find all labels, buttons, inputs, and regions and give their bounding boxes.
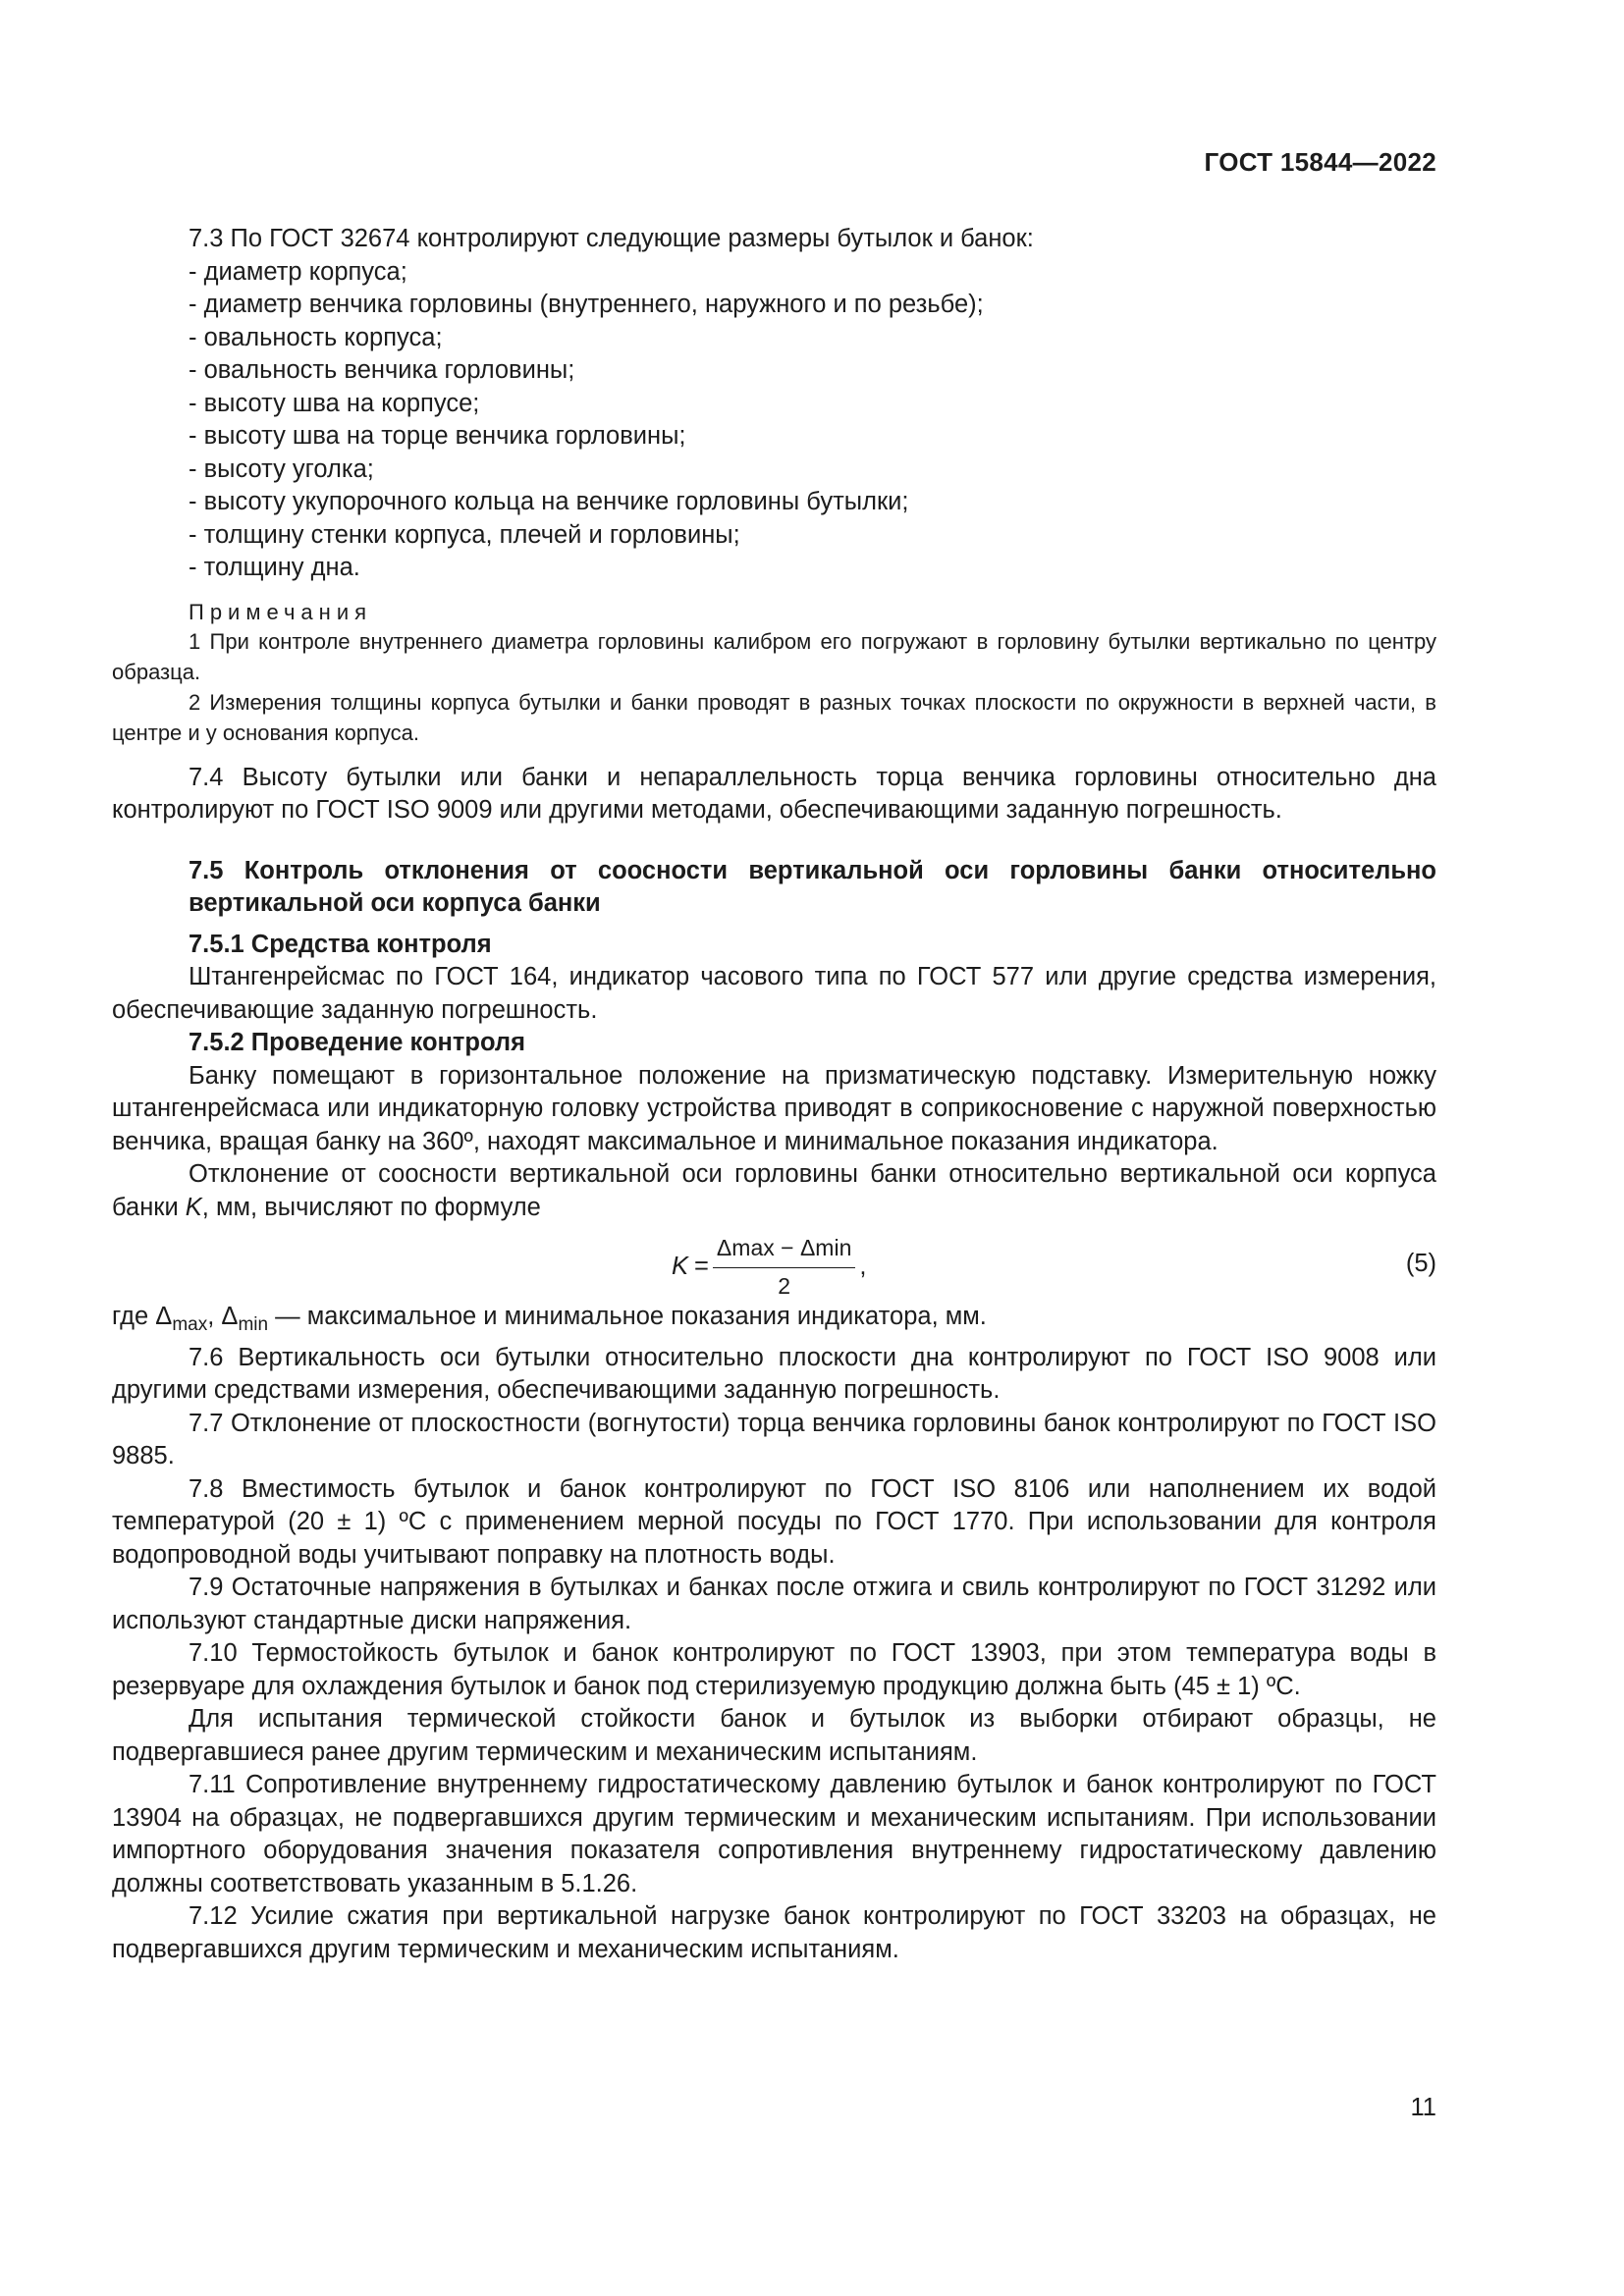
section-7-11: 7.11 Сопротивление внутреннему гидростатическому давлению бутылок и банок контролируют по ГОСТ 13904 на образцах, не подвергавшихся другим термическим и механическим испытаниям. При использовании импортного оборудования значения показателя сопротивления внутреннему гидростатическому давлению должны соответствовать указанным в 5.1.26.: [112, 1771, 1436, 1897]
list-item: - высоту уголка;: [189, 454, 374, 483]
document-header: ГОСТ 15844—2022: [1204, 147, 1436, 177]
section-7-4: 7.4 Высоту бутылки или банки и непараллельность торца венчика горловины относительно дна контролируют по ГОСТ ISO 9009 или другими методами, обеспечивающими заданную погрешность.: [112, 763, 1436, 824]
section-7-9: 7.9 Остаточные напряжения в бутылках и банках после отжига и свиль контролируют по ГОСТ 31292 или используют стандартные диски напряжения.: [112, 1574, 1436, 1634]
section-7-8: 7.8 Вместимость бутылок и банок контролируют по ГОСТ ISO 8106 или наполнением их водой температурой (20 ± 1) ºС с применением мерной посуды по ГОСТ 1770. При использовании для контроля водопроводной воды учитывают поправку на плотность воды.: [112, 1474, 1436, 1569]
list-item: - толщину стенки корпуса, плечей и горловины;: [189, 520, 740, 549]
formula-explanation: где $\Delta_{max}$, $\Delta_{min}$ — максимальное и минимальное показания индикатора, мм.: [112, 1303, 987, 1336]
formula-lhs: K: [672, 1253, 689, 1281]
list-item: - толщину дна.: [189, 554, 360, 581]
section-7-12: 7.12 Усилие сжатия при вертикальной нагрузке банок контролируют по ГОСТ 33203 на образцах, не подвергавшихся другим термическим и механическим испытаниям.: [112, 1902, 1436, 1963]
formula-comma: ,: [859, 1253, 867, 1281]
formula-denominator: 2: [778, 1272, 791, 1299]
note-2: 2 Измерения толщины корпуса бутылки и банки проводят в разных точках плоскости по окружности в верхней части, в центре и у основания корпуса.: [112, 689, 1436, 745]
list-item: - высоту шва на торце венчика горловины;: [189, 422, 686, 450]
list-item: - диаметр венчика горловины (внутреннего, наружного и по резьбе);: [189, 291, 984, 318]
section-7-10: 7.10 Термостойкость бутылок и банок контролируют по ГОСТ 13903, при этом температура воды в резервуаре для охлаждения бутылок и банок под стерилизуемую продукцию должна быть (45 ± 1) ºС.: [112, 1639, 1436, 1700]
section-7-5-2-para-2: Отклонение от соосности вертикальной оси горловины банки относительно вертикальной оси корпуса банки K, мм, вычисляют по формуле: [112, 1160, 1436, 1221]
size-list: [112, 256, 1436, 585]
list-item: - высоту шва на корпусе;: [189, 389, 480, 417]
section-7-3-intro: 7.3 По ГОСТ 32674 контролируют следующие размеры бутылок и банок:: [189, 225, 1034, 252]
document-body: [112, 223, 1436, 1966]
formula-number: (5): [1405, 1250, 1436, 1277]
section-7-6: 7.6 Вертикальность оси бутылки относительно плоскости дна контролируют по ГОСТ ISO 9008 или другими средствами измерения, обеспечивающими заданную погрешность.: [112, 1343, 1436, 1405]
formula-expression: [672, 1232, 866, 1303]
section-7-7: 7.7 Отклонение от плоскостности (вогнутости) торца венчика горловины банок контролируют по ГОСТ ISO 9885.: [112, 1409, 1436, 1470]
section-7-5-1-text: Штангенрейсмас по ГОСТ 164, индикатор часового типа по ГОСТ 577 или другие средства измерения, обеспечивающие заданную погрешность.: [112, 963, 1436, 1024]
section-7-5-title: 7.5 Контроль отклонения от соосности вертикальной оси горловины банки относительно вертикальной оси корпуса банки: [189, 856, 1436, 917]
section-7-5-2-title: 7.5.2 Проведение контроля: [189, 1029, 526, 1056]
formula-equals: =: [694, 1253, 709, 1281]
list-item: - диаметр корпуса;: [189, 257, 407, 286]
formula-numerator: Δmax − Δmin: [713, 1232, 855, 1268]
notes-title: Примечания: [189, 599, 373, 624]
section-7-5-1-title: 7.5.1 Средства контроля: [189, 930, 492, 958]
list-item: - овальность корпуса;: [189, 323, 443, 351]
note-1: 1 При контроле внутреннего диаметра горловины калибром его погружают в горловину бутылки вертикально по центру образца.: [112, 628, 1436, 684]
section-7-10-para-2: Для испытания термической стойкости банок и бутылок из выборки отбирают образцы, не подвергавшиеся ранее другим термическим и механическим испытаниям.: [112, 1705, 1436, 1766]
section-7-5-2-para-1: Банку помещают в горизонтальное положение на призматическую подставку. Измерительную ножку штангенрейсмаса или индикаторную головку устройства приводят в соприкосновение с наружной поверхностью венчика, вращая банку на 360º, находят максимальное и минимальное показания индикатора.: [112, 1061, 1436, 1155]
formula-fraction: [713, 1232, 855, 1303]
list-item: - высоту укупорочного кольца на венчике горловины бутылки;: [189, 488, 909, 515]
formula-5: [112, 1232, 1436, 1301]
variable-k: K: [185, 1193, 202, 1221]
page-number: 11: [1410, 2094, 1436, 2121]
list-item: - овальность венчика горловины;: [189, 356, 575, 384]
